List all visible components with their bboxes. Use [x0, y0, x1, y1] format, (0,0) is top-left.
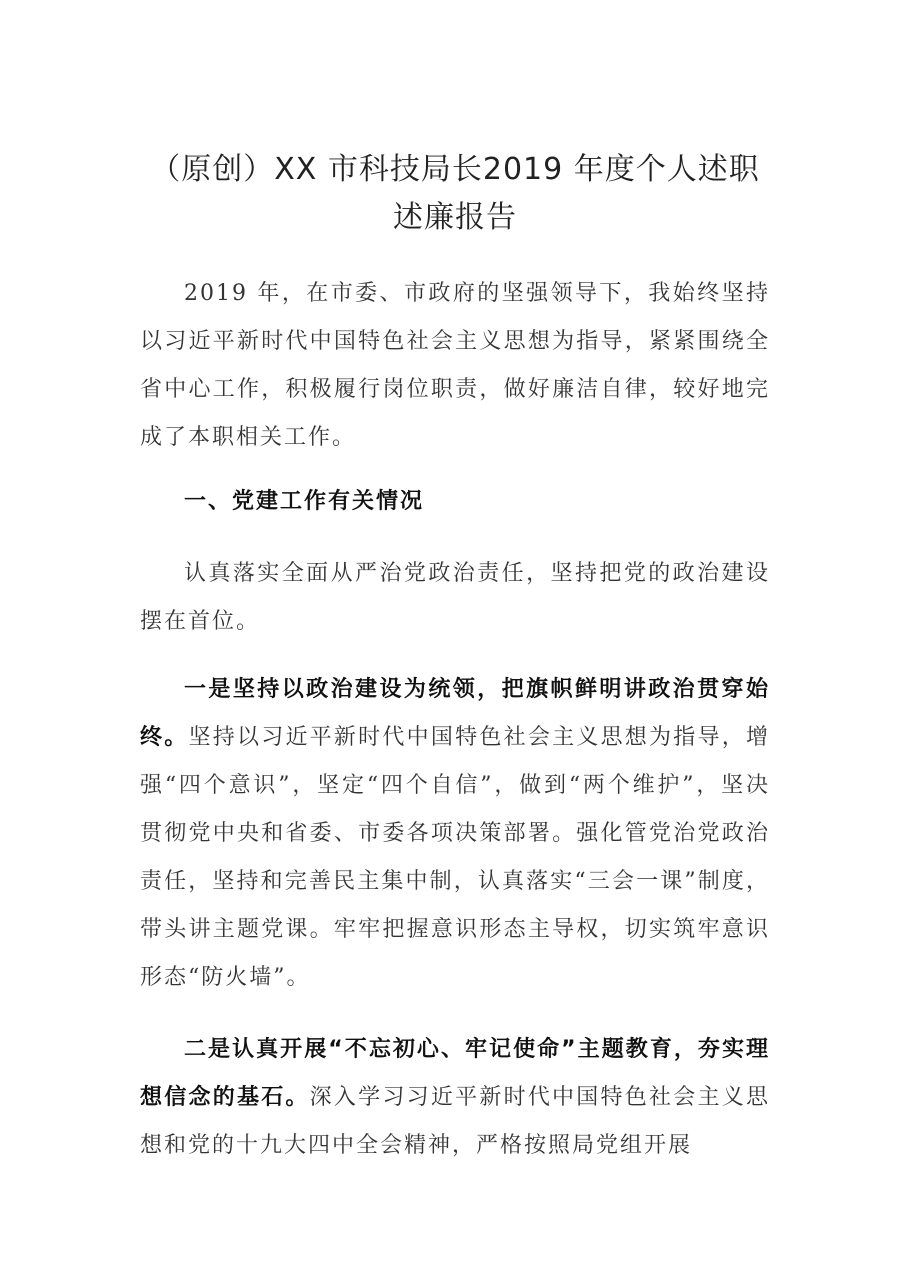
point-two-lead: 二是认真开展“不忘初心、牢记使命”主题教育，夯实理想信念的基石。	[140, 1037, 770, 1110]
point-one-paragraph	[140, 666, 770, 1002]
point-one-lead: 一是坚持以政治建设为统领，把旗帜鲜明讲政治贯穿始终。	[140, 677, 770, 750]
intro-paragraph: 2019 年，在市委、市政府的坚强领导下，我始终坚持以习近平新时代中国特色社会主义思想为指导，紧紧围绕全省中心工作，积极履行岗位职责，做好廉洁自律，较好地完成了本职相关工作。	[140, 281, 770, 450]
section-intro-text: 认真落实全面从严治党政治责任，坚持把党的政治建设摆在首位。	[140, 561, 770, 634]
point-one-body: 坚持以习近平新时代中国特色社会主义思想为指导，增强“四个意识”，坚定“四个自信”，做到“两个维护”，坚决贯彻党中央和省委、市委各项决策部署。强化管党治党政治责任，坚持和完善民主集中制，认真落实“三会一课”制度，带头讲主题党课。牢牢把握意识形态主导权，切实筑牢意识形态“防火墙”。	[140, 725, 770, 990]
section-heading-party-building: 一、党建工作有关情况	[184, 489, 425, 514]
point-two-body: 深入学习习近平新时代中国特色社会主义思想和党的十九大四中全会精神，严格按照局党组开展	[140, 1085, 770, 1158]
point-two-paragraph	[140, 1026, 770, 1170]
document-title: （原创）XX 市科技局长2019 年度个人述职述廉报告	[150, 152, 760, 235]
section-intro-paragraph	[140, 550, 770, 646]
